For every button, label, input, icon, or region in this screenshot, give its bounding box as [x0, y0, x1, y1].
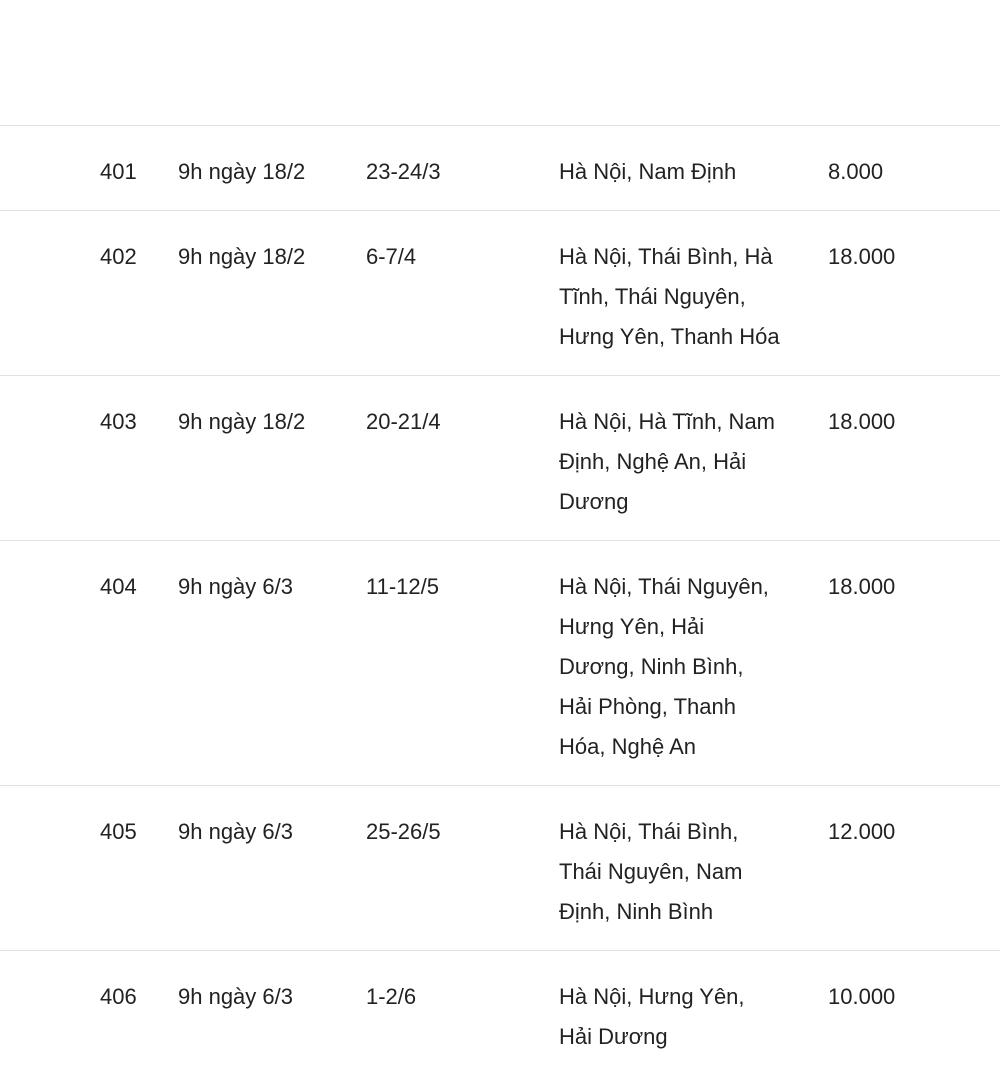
location-line: Hưng Yên, Thanh Hóa	[559, 324, 780, 349]
location-line: Dương	[559, 489, 629, 514]
registration-time-cell: 9h ngày 6/3	[178, 574, 293, 599]
locations-cell	[559, 152, 736, 192]
exam-date-cell: 6-7/4	[366, 244, 417, 269]
table-row	[0, 785, 1000, 950]
exam-id-cell: 402	[100, 244, 137, 269]
location-line: Hà Nội, Thái Nguyên,	[559, 574, 769, 599]
exam-id-cell: 403	[100, 409, 137, 434]
location-line: Định, Nghệ An, Hải	[559, 449, 747, 474]
exam-date-cell: 1-2/6	[366, 984, 417, 1009]
location-line: Hóa, Nghệ An	[559, 734, 696, 759]
slots-cell: 10.000	[828, 984, 896, 1009]
location-line: Hà Nội, Hưng Yên,	[559, 984, 745, 1009]
registration-time-cell: 9h ngày 18/2	[178, 159, 306, 184]
exam-id-cell: 404	[100, 574, 137, 599]
exam-date-cell: 11-12/5	[366, 574, 439, 599]
registration-time-cell: 9h ngày 6/3	[178, 984, 293, 1009]
exam-schedule-table	[0, 125, 1000, 1085]
location-line: Hà Nội, Hà Tĩnh, Nam	[559, 409, 776, 434]
location-line: Định, Ninh Bình	[559, 899, 714, 924]
slots-cell: 12.000	[828, 819, 896, 844]
slots-cell: 18.000	[828, 574, 896, 599]
exam-date-cell: 20-21/4	[366, 409, 441, 434]
slots-cell: 18.000	[828, 409, 896, 434]
location-line: Dương, Ninh Bình,	[559, 654, 744, 679]
locations-cell	[559, 567, 769, 767]
location-line: Thái Nguyên, Nam	[559, 859, 743, 884]
exam-id-cell: 405	[100, 819, 137, 844]
exam-date-cell: 25-26/5	[366, 819, 441, 844]
locations-cell	[559, 402, 775, 522]
table-row	[0, 125, 1000, 210]
exam-id-cell: 406	[100, 984, 137, 1009]
location-line: Hải Phòng, Thanh	[559, 694, 736, 719]
registration-time-cell: 9h ngày 18/2	[178, 409, 306, 434]
location-line: Hải Dương	[559, 1024, 668, 1049]
exam-date-cell: 23-24/3	[366, 159, 441, 184]
slots-cell: 18.000	[828, 244, 896, 269]
registration-time-cell: 9h ngày 6/3	[178, 819, 293, 844]
table-row	[0, 210, 1000, 375]
locations-cell	[559, 237, 780, 357]
registration-time-cell: 9h ngày 18/2	[178, 244, 306, 269]
location-line: Hưng Yên, Hải	[559, 614, 705, 639]
location-line: Hà Nội, Thái Bình, Hà	[559, 244, 773, 269]
location-line: Hà Nội, Nam Định	[559, 159, 737, 184]
location-line: Hà Nội, Thái Bình,	[559, 819, 739, 844]
table-row	[0, 375, 1000, 540]
table-row	[0, 950, 1000, 1085]
locations-cell	[559, 812, 742, 932]
table-row	[0, 540, 1000, 785]
exam-id-cell: 401	[100, 159, 137, 184]
locations-cell	[559, 977, 745, 1057]
location-line: Tĩnh, Thái Nguyên,	[559, 284, 746, 309]
slots-cell: 8.000	[828, 159, 884, 184]
